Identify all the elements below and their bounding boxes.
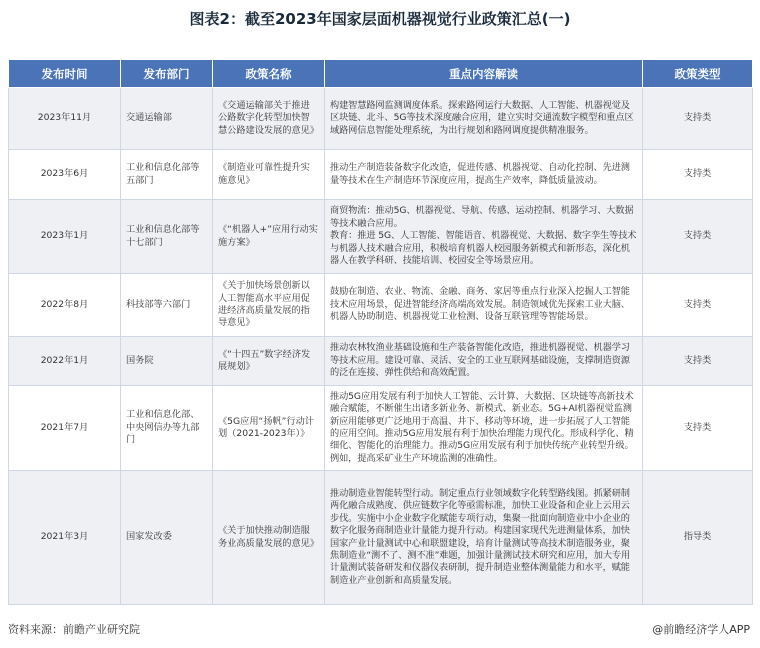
cell-name: 《关于加快场景创新以人工智能高水平应用促进经济高质量发展的指导意见》: [213, 274, 325, 337]
cell-type: 支持类: [643, 337, 753, 386]
table-row: [9, 471, 753, 605]
cell-dept: 交通运输部: [121, 88, 213, 150]
table-row: [9, 337, 753, 386]
header-name: 政策名称: [213, 60, 325, 88]
cell-name: 《关于加快推动制造服务业高质量发展的意见》: [213, 471, 325, 605]
cell-key: 推动生产制造装备数字化改造，促进传感、机器视觉、自动化控制、先进测量等技术在生产制造环节深度应用，提高生产效率，降低质量波动。: [325, 150, 643, 200]
cell-dept: 科技部等六部门: [121, 274, 213, 337]
cell-dept: 国家发改委: [121, 471, 213, 605]
cell-key: 推动农林牧渔业基础设施和生产装备智能化改造，推进机器视觉、机器学习等技术应用。建设可靠、灵活、安全的工业互联网基础设施，支撑制造资源的泛在连接、弹性供给和高效配置。: [325, 337, 643, 386]
cell-key: 商贸物流：推动5G、机器视觉、导航、传感、运动控制、机器学习、大数据等技术融合应用。 教育：推进 5G、人工智能、智能语音、机器视觉、大数据、数字孪生等技术与机器人技术融合应用，积极培育机器人校园服务新模式和新形态，深化机器人在教学科研、技能培训、校园安全等场景应用。: [325, 200, 643, 274]
header-dept: 发布部门: [121, 60, 213, 88]
cell-type: 指导类: [643, 471, 753, 605]
cell-key: 构建智慧路网监测调度体系。探索路网运行大数据、人工智能、机器视觉及区块链、北斗、5G等技术深度融合应用，建立实时交通流数字模型和重点区域路网信息智能处理系统，为出行规划和路网调度提供精准服务。: [325, 88, 643, 150]
cell-dept: 工业和信息化部等十七部门: [121, 200, 213, 274]
cell-key: 鼓励在制造、农业、物流、金融、商务、家居等重点行业深入挖掘人工智能技术应用场景，促进智能经济高端高效发展。制造领域优先探索工业大脑、机器人协助制造、机器视觉工业检测、设备互联管理等智能场景。: [325, 274, 643, 337]
cell-key: 推动5G应用发展有利于加快人工智能、云计算、大数据、区块链等高新技术融合赋能，不断催生出诸多新业务、新模式、新业态。5G+AI机器视觉监测新应用能够更广泛地用于高温、井下、移动等环境，进一步拓展了人工智能的应用空间。推动5G应用发展有利于加快治理能力现代化。形成科学化、精细化、智能化的治理能力。推动5G应用发展有利于加快传统产业转型升级。例如，提高采矿业生产环境监测的准确性。: [325, 386, 643, 471]
brand-note: @前瞻经济学人APP: [652, 623, 750, 636]
cell-dept: 工业和信息化部、中央网信办等九部门: [121, 386, 213, 471]
cell-type: 支持类: [643, 386, 753, 471]
cell-time: 2021年3月: [9, 471, 121, 605]
cell-time: 2021年7月: [9, 386, 121, 471]
cell-type: 支持类: [643, 200, 753, 274]
cell-dept: 工业和信息化部等五部门: [121, 150, 213, 200]
table-row: [9, 150, 753, 200]
cell-name: 《交通运输部关于推进公路数字化转型加快智慧公路建设发展的意见》: [213, 88, 325, 150]
header-type: 政策类型: [643, 60, 753, 88]
cell-time: 2022年1月: [9, 337, 121, 386]
policy-table: [8, 59, 753, 605]
cell-time: 2023年11月: [9, 88, 121, 150]
cell-name: 《制造业可靠性提升实施意见》: [213, 150, 325, 200]
table-row: [9, 88, 753, 150]
cell-type: 支持类: [643, 88, 753, 150]
cell-time: 2023年6月: [9, 150, 121, 200]
cell-time: 2022年8月: [9, 274, 121, 337]
cell-type: 支持类: [643, 150, 753, 200]
header-time: 发布时间: [9, 60, 121, 88]
page-title: 图表2：截至2023年国家层面机器视觉行业政策汇总(一): [189, 10, 571, 28]
header-key: 重点内容解读: [325, 60, 643, 88]
cell-time: 2023年1月: [9, 200, 121, 274]
cell-key: 推动制造业智能转型行动。制定重点行业领域数字化转型路线图。抓紧研制两化融合成熟度、供应链数字化等亟需标准，加快工业设备和企业上云用云步伐。实施中小企业数字化赋能专项行动，集聚一批面向制造业中小企业的数字化服务商制造业计量能力提升行动。构建国家现代先进测量体系，加快国家产业计量测试中心和联盟建设，培育计量测试等高技术制造服务业，聚焦制造业“测不了、测不准”难题，加强计量测试技术研究和应用，加大专用计量测试装备研发和仪器仪表研制，提升制造业整体测量能力和水平，赋能制造业产业创新和高质量发展。: [325, 471, 643, 605]
table-row: [9, 274, 753, 337]
source-note: 资料来源：前瞻产业研究院: [8, 623, 140, 636]
cell-name: 《“机器人+”应用行动实施方案》: [213, 200, 325, 274]
table-row: [9, 200, 753, 274]
table-row: [9, 386, 753, 471]
cell-type: 支持类: [643, 274, 753, 337]
cell-name: 《5G应用“扬帆”行动计划（2021-2023年）》: [213, 386, 325, 471]
cell-dept: 国务院: [121, 337, 213, 386]
table-header-row: [9, 60, 753, 88]
cell-name: 《“十四五”数字经济发展规划》: [213, 337, 325, 386]
